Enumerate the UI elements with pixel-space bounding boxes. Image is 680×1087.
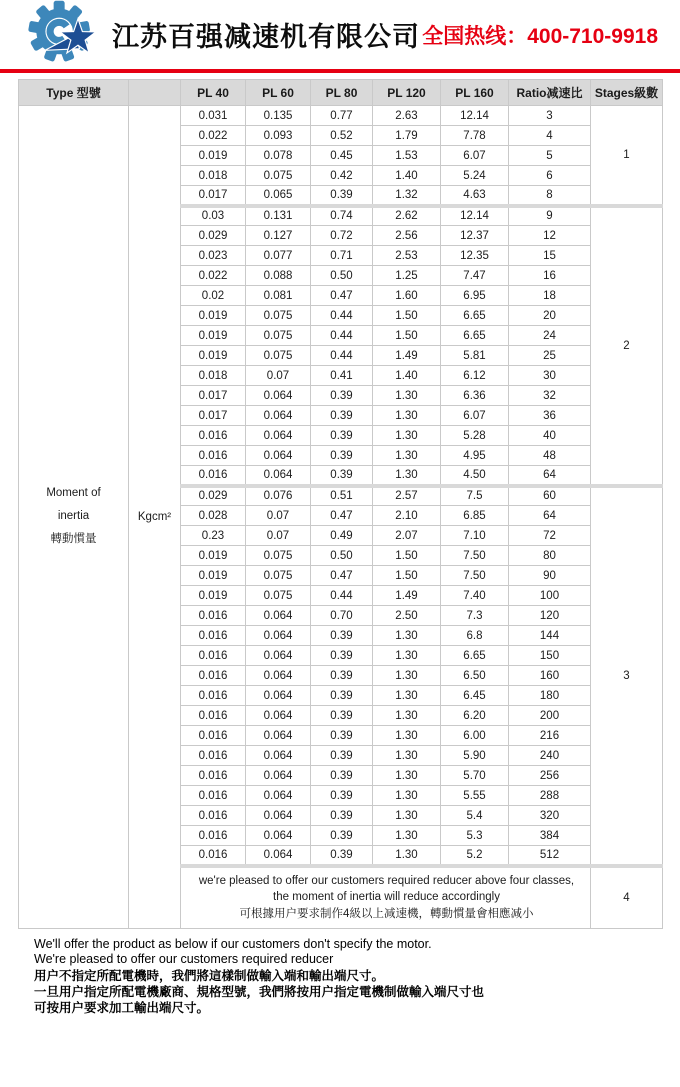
data-cell: 4.50 (441, 466, 509, 486)
data-cell: 6.20 (441, 706, 509, 726)
data-cell: 0.064 (246, 426, 311, 446)
data-cell: 0.019 (181, 146, 246, 166)
data-cell: 25 (509, 346, 591, 366)
data-cell: 0.075 (246, 166, 311, 186)
data-cell: 0.078 (246, 146, 311, 166)
note-line: we're pleased to offer our customers required reducer above four classes, (198, 874, 575, 887)
data-cell: 0.016 (181, 706, 246, 726)
data-cell: 6.12 (441, 366, 509, 386)
data-cell: 0.47 (311, 506, 373, 526)
footer-notes (0, 929, 680, 1026)
data-cell: 0.70 (311, 606, 373, 626)
data-cell: 90 (509, 566, 591, 586)
data-cell: 6.65 (441, 306, 509, 326)
data-cell: 0.017 (181, 386, 246, 406)
data-cell: 0.016 (181, 426, 246, 446)
data-cell: 5.24 (441, 166, 509, 186)
data-cell: 4.95 (441, 446, 509, 466)
data-cell: 6.45 (441, 686, 509, 706)
data-cell: 0.23 (181, 526, 246, 546)
column-header-pl-80: PL 80 (311, 80, 373, 106)
data-cell: 1.60 (373, 286, 441, 306)
note-line: 可根據用户要求制作4級以上减速機，轉動慣量會相應减小 (239, 907, 534, 920)
data-cell: 0.064 (246, 826, 311, 846)
data-cell: 4.63 (441, 186, 509, 206)
data-cell: 0.016 (181, 826, 246, 846)
data-cell: 6.95 (441, 286, 509, 306)
data-cell: 5.55 (441, 786, 509, 806)
data-cell: 0.42 (311, 166, 373, 186)
data-cell: 0.016 (181, 666, 246, 686)
data-cell: 0.07 (246, 506, 311, 526)
data-cell: 0.016 (181, 786, 246, 806)
data-cell: 120 (509, 606, 591, 626)
data-cell: 0.39 (311, 786, 373, 806)
table-wrapper (0, 73, 680, 929)
data-cell: 256 (509, 766, 591, 786)
data-cell: 0.02 (181, 286, 246, 306)
row-header-line: 轉動慣量 (50, 533, 97, 546)
column-header-pl-160: PL 160 (441, 80, 509, 106)
data-cell: 0.44 (311, 306, 373, 326)
data-cell: 7.3 (441, 606, 509, 626)
data-cell: 5.81 (441, 346, 509, 366)
data-cell: 0.064 (246, 806, 311, 826)
data-cell: 0.41 (311, 366, 373, 386)
data-cell: 1.30 (373, 626, 441, 646)
data-cell: 6.07 (441, 146, 509, 166)
data-cell: 12.14 (441, 206, 509, 226)
data-cell: 0.39 (311, 426, 373, 446)
data-cell: 1.30 (373, 826, 441, 846)
data-cell: 1.30 (373, 666, 441, 686)
data-cell: 5.3 (441, 826, 509, 846)
data-cell: 144 (509, 626, 591, 646)
data-cell: 0.064 (246, 846, 311, 866)
data-cell: 18 (509, 286, 591, 306)
data-cell: 1.30 (373, 426, 441, 446)
data-cell: 0.39 (311, 706, 373, 726)
company-name: 江苏百强减速机有限公司 (112, 22, 420, 52)
data-cell: 0.016 (181, 766, 246, 786)
data-cell: 0.019 (181, 346, 246, 366)
data-cell: 0.50 (311, 546, 373, 566)
data-cell: 64 (509, 506, 591, 526)
data-cell: 1.50 (373, 546, 441, 566)
data-cell: 0.39 (311, 446, 373, 466)
data-cell: 2.62 (373, 206, 441, 226)
data-cell: 1.30 (373, 706, 441, 726)
data-cell: 0.077 (246, 246, 311, 266)
data-cell: 5 (509, 146, 591, 166)
data-cell: 1.30 (373, 646, 441, 666)
data-cell: 0.019 (181, 566, 246, 586)
data-cell: 6.65 (441, 326, 509, 346)
data-cell: 0.016 (181, 446, 246, 466)
data-cell: 0.075 (246, 586, 311, 606)
data-cell: 80 (509, 546, 591, 566)
data-cell: 0.064 (246, 446, 311, 466)
data-cell: 0.07 (246, 526, 311, 546)
data-cell: 0.39 (311, 186, 373, 206)
data-cell: 48 (509, 446, 591, 466)
data-cell: 0.029 (181, 486, 246, 506)
data-cell: 0.075 (246, 546, 311, 566)
data-cell: 6.00 (441, 726, 509, 746)
stage-cell-4: 4 (591, 866, 663, 929)
hotline-phone: 全国热线：400-710-9918 (422, 24, 658, 48)
data-cell: 7.10 (441, 526, 509, 546)
data-cell: 30 (509, 366, 591, 386)
data-cell: 288 (509, 786, 591, 806)
data-cell: 2.10 (373, 506, 441, 526)
data-cell: 6.36 (441, 386, 509, 406)
data-cell: 5.2 (441, 846, 509, 866)
data-cell: 1.30 (373, 406, 441, 426)
data-cell: 0.016 (181, 686, 246, 706)
data-cell: 0.075 (246, 566, 311, 586)
data-cell: 1.53 (373, 146, 441, 166)
data-cell: 2.07 (373, 526, 441, 546)
data-cell: 0.45 (311, 146, 373, 166)
data-cell: 180 (509, 686, 591, 706)
data-cell: 0.39 (311, 466, 373, 486)
data-cell: 0.018 (181, 166, 246, 186)
data-cell: 6.07 (441, 406, 509, 426)
company-logo-icon (26, 0, 108, 71)
data-cell: 512 (509, 846, 591, 866)
data-cell: 5.28 (441, 426, 509, 446)
data-cell: 40 (509, 426, 591, 446)
data-cell: 0.44 (311, 586, 373, 606)
data-cell: 16 (509, 266, 591, 286)
data-cell: 1.49 (373, 586, 441, 606)
column-header-pl-120: PL 120 (373, 80, 441, 106)
column-header-pl-40: PL 40 (181, 80, 246, 106)
data-cell: 0.71 (311, 246, 373, 266)
data-cell: 5.70 (441, 766, 509, 786)
data-cell: 0.064 (246, 466, 311, 486)
data-cell: 7.50 (441, 546, 509, 566)
data-cell: 0.016 (181, 846, 246, 866)
data-cell: 0.064 (246, 666, 311, 686)
data-cell: 0.135 (246, 106, 311, 126)
data-cell: 7.40 (441, 586, 509, 606)
data-cell: 160 (509, 666, 591, 686)
data-cell: 0.50 (311, 266, 373, 286)
data-cell: 1.40 (373, 366, 441, 386)
data-cell: 20 (509, 306, 591, 326)
data-cell: 7.47 (441, 266, 509, 286)
data-cell: 150 (509, 646, 591, 666)
data-cell: 1.30 (373, 746, 441, 766)
data-cell: 0.44 (311, 326, 373, 346)
data-cell: 0.52 (311, 126, 373, 146)
data-cell: 0.023 (181, 246, 246, 266)
data-cell: 1.50 (373, 566, 441, 586)
data-cell: 0.74 (311, 206, 373, 226)
data-cell: 0.075 (246, 346, 311, 366)
data-cell: 5.4 (441, 806, 509, 826)
data-cell: 0.064 (246, 766, 311, 786)
data-cell: 0.029 (181, 226, 246, 246)
data-cell: 1.50 (373, 306, 441, 326)
data-cell: 0.018 (181, 366, 246, 386)
data-cell: 12.35 (441, 246, 509, 266)
data-cell: 1.50 (373, 326, 441, 346)
data-cell: 0.064 (246, 726, 311, 746)
data-cell: 1.30 (373, 786, 441, 806)
unit-label: Kgcm² (129, 106, 181, 929)
data-cell: 2.53 (373, 246, 441, 266)
data-cell: 0.022 (181, 266, 246, 286)
data-cell: 6.50 (441, 666, 509, 686)
data-cell: 1.30 (373, 466, 441, 486)
top-banner (0, 0, 680, 69)
data-cell: 0.028 (181, 506, 246, 526)
data-cell: 0.064 (246, 606, 311, 626)
data-cell: 4 (509, 126, 591, 146)
data-cell: 0.44 (311, 346, 373, 366)
data-cell: 0.019 (181, 546, 246, 566)
data-cell: 216 (509, 726, 591, 746)
data-cell: 0.076 (246, 486, 311, 506)
data-cell: 0.064 (246, 646, 311, 666)
data-cell: 240 (509, 746, 591, 766)
data-cell: 0.03 (181, 206, 246, 226)
data-cell: 0.016 (181, 646, 246, 666)
table-body (19, 106, 663, 929)
data-cell: 0.064 (246, 746, 311, 766)
data-cell: 0.016 (181, 606, 246, 626)
data-cell: 6 (509, 166, 591, 186)
data-cell: 8 (509, 186, 591, 206)
data-cell: 15 (509, 246, 591, 266)
data-cell: 0.019 (181, 326, 246, 346)
data-cell: 72 (509, 526, 591, 546)
row-header-line: inertia (57, 510, 90, 523)
data-cell: 1.32 (373, 186, 441, 206)
data-cell: 0.39 (311, 646, 373, 666)
data-cell: 0.39 (311, 846, 373, 866)
row-header-moment-of-inertia (19, 106, 129, 929)
data-cell: 1.30 (373, 806, 441, 826)
data-cell: 7.78 (441, 126, 509, 146)
data-cell: 6.65 (441, 646, 509, 666)
data-cell: 2.63 (373, 106, 441, 126)
data-cell: 6.85 (441, 506, 509, 526)
data-cell: 200 (509, 706, 591, 726)
column-header-unit (129, 80, 181, 106)
data-cell: 0.022 (181, 126, 246, 146)
table-row (19, 106, 663, 126)
data-cell: 0.39 (311, 766, 373, 786)
note-cell (181, 866, 591, 929)
column-header-pl-60: PL 60 (246, 80, 311, 106)
data-cell: 0.39 (311, 746, 373, 766)
data-cell: 36 (509, 406, 591, 426)
row-header-line: Moment of (46, 487, 101, 500)
data-cell: 384 (509, 826, 591, 846)
inertia-spec-table (18, 79, 663, 929)
stage-cell-2: 2 (591, 206, 663, 486)
data-cell: 0.016 (181, 466, 246, 486)
data-cell: 0.031 (181, 106, 246, 126)
data-cell: 0.39 (311, 686, 373, 706)
data-cell: 1.30 (373, 726, 441, 746)
data-cell: 0.064 (246, 706, 311, 726)
stage-cell-3: 3 (591, 486, 663, 866)
footer-chinese-line: 一旦用户指定所配電機廠商、規格型號，我們將按用户指定電機制做輸入端尺寸也 (34, 984, 485, 999)
data-cell: 12 (509, 226, 591, 246)
data-cell: 0.47 (311, 566, 373, 586)
data-cell: 0.065 (246, 186, 311, 206)
data-cell: 0.07 (246, 366, 311, 386)
data-cell: 1.40 (373, 166, 441, 186)
note-line: the moment of inertia will reduce accordingly (273, 891, 500, 904)
data-cell: 1.30 (373, 766, 441, 786)
data-cell: 1.30 (373, 686, 441, 706)
data-cell: 0.39 (311, 726, 373, 746)
data-cell: 3 (509, 106, 591, 126)
data-cell: 1.30 (373, 446, 441, 466)
data-cell: 1.30 (373, 846, 441, 866)
data-cell: 60 (509, 486, 591, 506)
data-cell: 6.8 (441, 626, 509, 646)
data-cell: 32 (509, 386, 591, 406)
data-cell: 1.49 (373, 346, 441, 366)
data-cell: 1.30 (373, 386, 441, 406)
data-cell: 0.51 (311, 486, 373, 506)
data-cell: 2.50 (373, 606, 441, 626)
data-cell: 0.39 (311, 666, 373, 686)
data-cell: 12.14 (441, 106, 509, 126)
column-header-type-型號: Type 型號 (19, 80, 129, 106)
data-cell: 0.064 (246, 626, 311, 646)
table-header-row (19, 80, 663, 106)
footer-english-line: We'll offer the product as below if our customers don't specify the motor. (34, 936, 432, 951)
data-cell: 0.064 (246, 786, 311, 806)
data-cell: 0.72 (311, 226, 373, 246)
data-cell: 0.064 (246, 386, 311, 406)
data-cell: 0.77 (311, 106, 373, 126)
footer-english-line: We're pleased to offer our customers required reducer (34, 952, 334, 967)
data-cell: 7.5 (441, 486, 509, 506)
stage-cell-1: 1 (591, 106, 663, 206)
data-cell: 0.016 (181, 626, 246, 646)
data-cell: 0.39 (311, 826, 373, 846)
data-cell: 0.016 (181, 726, 246, 746)
data-cell: 1.79 (373, 126, 441, 146)
data-cell: 0.016 (181, 746, 246, 766)
data-cell: 2.56 (373, 226, 441, 246)
data-cell: 12.37 (441, 226, 509, 246)
data-cell: 24 (509, 326, 591, 346)
data-cell: 0.017 (181, 406, 246, 426)
data-cell: 0.088 (246, 266, 311, 286)
data-cell: 7.50 (441, 566, 509, 586)
data-cell: 0.019 (181, 586, 246, 606)
data-cell: 5.90 (441, 746, 509, 766)
data-cell: 0.093 (246, 126, 311, 146)
data-cell: 0.39 (311, 406, 373, 426)
data-cell: 0.016 (181, 806, 246, 826)
data-cell: 0.064 (246, 406, 311, 426)
data-cell: 0.49 (311, 526, 373, 546)
data-cell: 1.25 (373, 266, 441, 286)
data-cell: 0.39 (311, 806, 373, 826)
data-cell: 2.57 (373, 486, 441, 506)
data-cell: 0.127 (246, 226, 311, 246)
data-cell: 320 (509, 806, 591, 826)
data-cell: 0.081 (246, 286, 311, 306)
data-cell: 100 (509, 586, 591, 606)
data-cell: 0.075 (246, 306, 311, 326)
data-cell: 9 (509, 206, 591, 226)
data-cell: 0.017 (181, 186, 246, 206)
column-header-ratio减速比: Ratio减速比 (509, 80, 591, 106)
data-cell: 0.39 (311, 626, 373, 646)
column-header-stages級數: Stages級數 (591, 80, 663, 106)
footer-chinese-line: 用户不指定所配電機時，我們將這樣制做輸入端和輸出端尺寸。 (34, 968, 385, 983)
data-cell: 0.131 (246, 206, 311, 226)
data-cell: 0.064 (246, 686, 311, 706)
footer-chinese-line: 可按用户要求加工輸出端尺寸。 (34, 1000, 210, 1015)
data-cell: 0.019 (181, 306, 246, 326)
data-cell: 64 (509, 466, 591, 486)
data-cell: 0.47 (311, 286, 373, 306)
data-cell: 0.39 (311, 386, 373, 406)
data-cell: 0.075 (246, 326, 311, 346)
